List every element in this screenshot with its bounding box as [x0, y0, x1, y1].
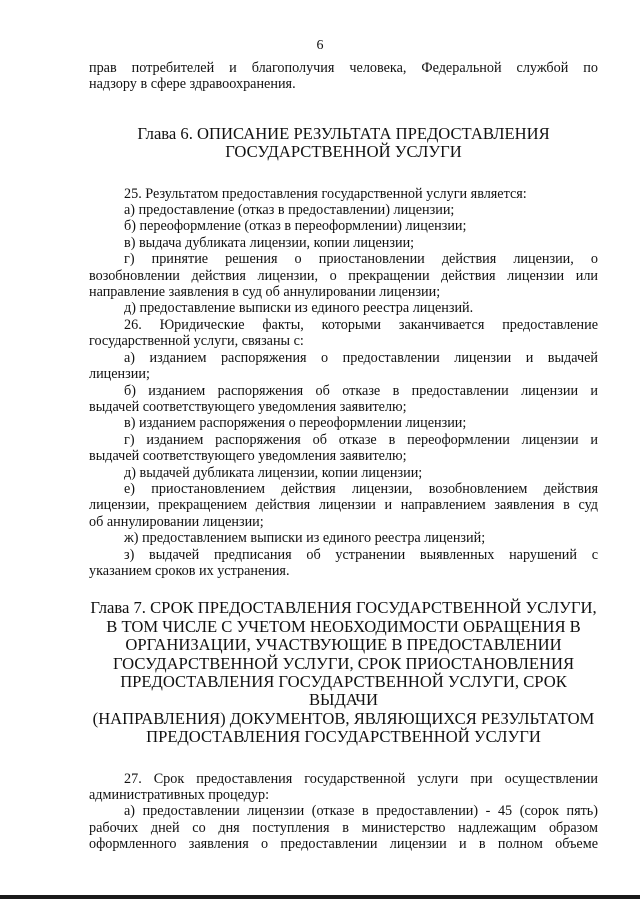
heading-line: ОРГАНИЗАЦИИ, УЧАСТВУЮЩИЕ В ПРЕДОСТАВЛЕНИИ [125, 635, 562, 655]
chapter-7-heading [89, 599, 598, 746]
scan-edge-bar [0, 895, 640, 899]
list-item: д) предоставление выписки из единого реестра лицензий. [124, 300, 474, 317]
section-25 [89, 186, 598, 317]
list-item: з) выдачей предписания об устранении выявленных нарушений с [124, 546, 598, 563]
text-line: государственной услуги, связаны с: [89, 333, 304, 350]
text-line: надзору в сфере здравоохранения. [89, 76, 296, 93]
section-27 [89, 771, 598, 853]
list-item: в) выдача дубликата лицензии, копии лицензии; [124, 234, 415, 251]
heading-line: ПРЕДОСТАВЛЕНИЯ ГОСУДАРСТВЕННОЙ УСЛУГИ, СРОК ВЫДАЧИ [120, 672, 567, 710]
text-line: возобновлении действия лицензии, о прекращении действия лицензии или [89, 267, 598, 284]
list-item: д) выдачей дубликата лицензии, копии лицензии; [124, 464, 423, 481]
list-item: г) принятие решения о приостановлении действия лицензии, о [124, 251, 598, 268]
chapter-6-heading [89, 125, 598, 162]
list-item: ж) предоставлением выписки из единого реестра лицензий; [124, 530, 486, 547]
list-item: а) предоставлении лицензии (отказе в предоставлении) - 45 (сорок пять) [124, 803, 598, 820]
heading-line: ПРЕДОСТАВЛЕНИЯ ГОСУДАРСТВЕННОЙ УСЛУГИ [146, 727, 541, 747]
page-body [89, 60, 598, 853]
list-item: в) изданием распоряжения о переоформлении лицензии; [124, 415, 467, 432]
heading-line: ГОСУДАРСТВЕННОЙ УСЛУГИ, СРОК ПРИОСТАНОВЛЕНИЯ [112, 653, 575, 673]
text-line: 27. Срок предоставления государственной услуги при осуществлении [124, 770, 598, 787]
text-line: об аннулировании лицензии; [89, 513, 264, 530]
list-item: е) приостановлением действия лицензии, возобновлением действия [124, 480, 598, 497]
text-line: выдачей соответствующего уведомления заявителю; [89, 448, 407, 465]
list-item: г) изданием распоряжения об отказе в переоформлении лицензии и [124, 431, 598, 448]
text-line: выдачей соответствующего уведомления заявителю; [89, 398, 407, 415]
text-line: лицензии; [89, 366, 150, 383]
list-item: б) переоформление (отказ в переоформлении) лицензии; [124, 218, 467, 235]
text-line: 25. Результатом предоставления государственной услуги является: [124, 185, 527, 202]
text-line: 26. Юридические факты, которыми заканчивается предоставление [124, 316, 598, 333]
heading-line: Глава 6. ОПИСАНИЕ РЕЗУЛЬТАТА ПРЕДОСТАВЛЕНИЯ [137, 123, 550, 143]
text-line: оформленного заявления о предоставлении лицензии и в полном объеме [89, 836, 598, 853]
text-line: прав потребителей и благополучия человека, Федеральной службой по [89, 60, 598, 76]
heading-line: Глава 7. СРОК ПРЕДОСТАВЛЕНИЯ ГОСУДАРСТВЕННОЙ УСЛУГИ, [90, 598, 597, 618]
text-line: направление заявления в суд об аннулировании лицензии; [89, 284, 441, 301]
list-item: б) изданием распоряжения об отказе в предоставлении лицензии и [124, 382, 598, 399]
text-line: административных процедур: [89, 787, 270, 804]
heading-line: ГОСУДАРСТВЕННОЙ УСЛУГИ [225, 142, 462, 162]
text-line: рабочих дней со дня поступления в министерство надлежащим образом [89, 819, 598, 836]
heading-line: В ТОМ ЧИСЛЕ С УЧЕТОМ НЕОБХОДИМОСТИ ОБРАЩЕНИЯ В [106, 616, 581, 636]
list-item: а) предоставление (отказ в предоставлении) лицензии; [124, 202, 455, 219]
text-line: лицензии, прекращением действия лицензии и направлением заявления в суд [89, 497, 598, 514]
heading-line: (НАПРАВЛЕНИЯ) ДОКУМЕНТОВ, ЯВЛЯЮЩИХСЯ РЕЗУЛЬТАТОМ [92, 708, 595, 728]
text-line: указанием сроков их устранения. [89, 562, 290, 579]
section-26 [89, 317, 598, 580]
list-item: а) изданием распоряжения о предоставлении лицензии и выдачей [124, 349, 598, 366]
page-number: 6 [316, 38, 324, 53]
